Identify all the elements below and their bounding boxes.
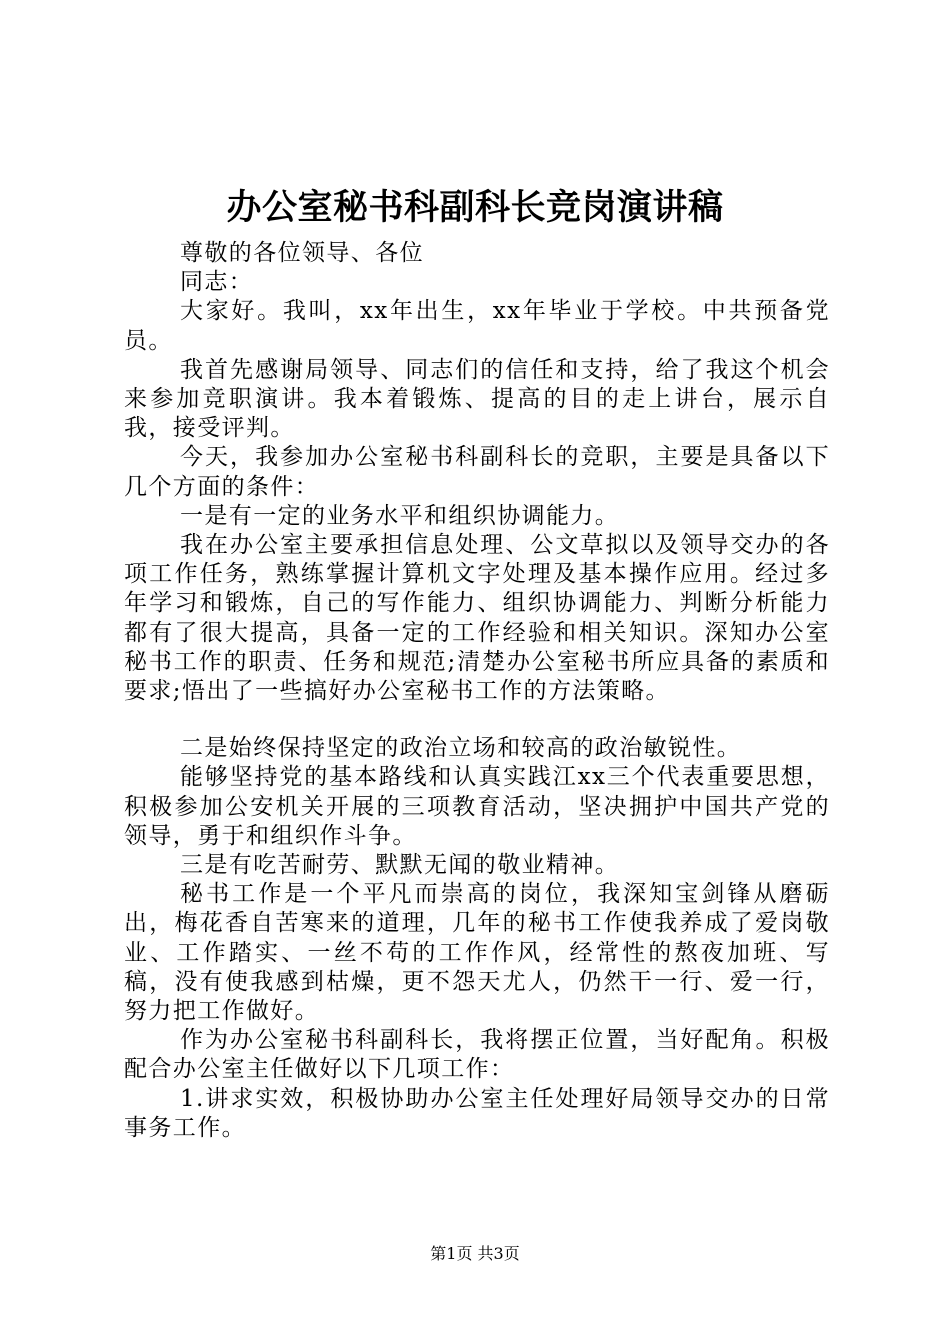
paragraph-salutation: 尊敬的各位领导、各位	[180, 240, 424, 266]
document-body	[124, 239, 830, 1143]
paragraph-plan-intro: 作为办公室秘书科副科长，我将摆正位置，当好配角。积极配合办公室主任做好以下几项工作：	[124, 1027, 830, 1083]
paragraph-point-one-heading: 一是有一定的业务水平和组织协调能力。	[180, 502, 620, 529]
paragraph-thanks: 我首先感谢局领导、同志们的信任和支持，给了我这个机会来参加竞职演讲。我本着锻炼、提高的目的走上讲台，展示自我，接受评判。	[124, 356, 830, 442]
paragraph-introduction: 大家好。我叫，xx年出生，xx年毕业于学校。中共预备党员。	[124, 298, 830, 354]
paragraph-point-two-heading: 二是始终保持坚定的政治立场和较高的政治敏锐性。	[180, 735, 742, 762]
paragraph-plan-item-1: 1.讲求实效，积极协助办公室主任处理好局领导交办的日常事务工作。	[124, 1085, 830, 1141]
paragraph-point-two-body: 能够坚持党的基本路线和认真实践江xx三个代表重要思想，积极参加公安机关开展的三项教育活动，坚决拥护中国共产党的领导，勇于和组织作斗争。	[124, 764, 830, 849]
paragraph-point-one-body: 我在办公室主要承担信息处理、公文草拟以及领导交办的各项工作任务，熟练掌握计算机文字处理及基本操作应用。经过多年学习和锻炼，自己的写作能力、组织协调能力、判断分析能力都有了很大提高，具备一定的工作经验和相关知识。深知办公室秘书工作的职责、任务和规范;清楚办公室秘书所应具备的素质和要求;悟出了一些搞好办公室秘书工作的方法策略。	[124, 532, 830, 705]
document-title: 办公室秘书科副科长竞岗演讲稿	[226, 187, 724, 228]
paragraph-point-three-body: 秘书工作是一个平凡而崇高的岗位，我深知宝剑锋从磨砺出，梅花香自苦寒来的道理，几年的秘书工作使我养成了爱岗敬业、工作踏实、一丝不苟的工作作风，经常性的熬夜加班、写稿，没有使我感到枯燥，更不怨天尤人，仍然干一行、爱一行，努力把工作做好。	[124, 881, 830, 1025]
page-footer: 第1页 共3页	[430, 1244, 520, 1263]
paragraph-point-three-heading: 三是有吃苦耐劳、默默无闻的敬业精神。	[180, 852, 620, 879]
paragraph-purpose: 今天，我参加办公室秘书科副科长的竞职，主要是具备以下几个方面的条件：	[124, 444, 830, 500]
paragraph-salutation-cont: 同志：	[180, 269, 254, 296]
